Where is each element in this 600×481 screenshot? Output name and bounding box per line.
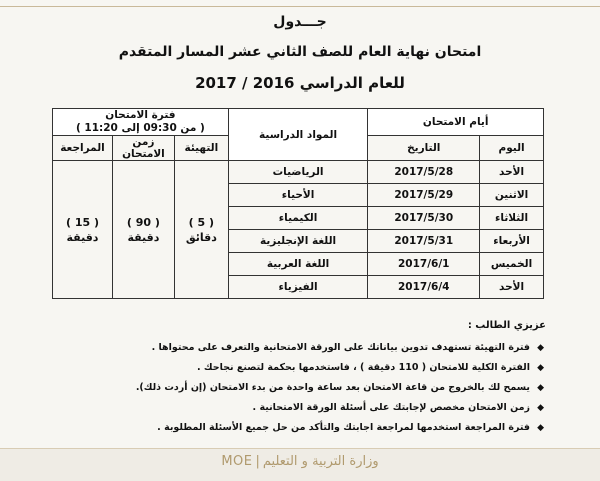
- row-subject: الكيمياء: [228, 207, 368, 230]
- header-prep: التهيئة: [174, 136, 228, 161]
- list-item: [56, 358, 544, 378]
- notes-title: عزيزي الطالب :: [467, 320, 546, 331]
- header-subjects: المواد الدراسية: [228, 109, 368, 161]
- row-subject: اللغة العربية: [228, 253, 368, 276]
- row-day: الأحد: [480, 161, 544, 184]
- note-text: زمن الامتحان مخصص لإجابتك على أسئلة الورقة الامتحانية .: [252, 402, 530, 413]
- prep-duration-value: ( 5 ): [188, 215, 215, 229]
- row-date: 2017/6/4: [368, 276, 480, 299]
- note-text: يسمح لك بالخروج من قاعة الامتحان بعد ساعة واحدة من بدء الامتحان (إن أردت ذلك).: [135, 382, 530, 393]
- bullet-icon: ◆: [537, 343, 544, 353]
- student-notes: [56, 316, 546, 438]
- header-exam-time: زمن الامتحان: [112, 136, 174, 161]
- bullet-icon: ◆: [537, 423, 544, 433]
- list-item: [56, 418, 544, 438]
- header-review: المراجعة: [53, 136, 113, 161]
- bullet-icon: ◆: [537, 403, 544, 413]
- exam-duration-unit: دقيقة: [127, 230, 160, 244]
- note-text: فترة المراجعة استخدمها لمراجعة اجابتك والتأكد من حل جميع الأسئلة المطلوبة .: [157, 422, 530, 433]
- prep-duration-unit: دقائق: [185, 230, 217, 244]
- row-date: 2017/5/28: [368, 161, 480, 184]
- review-duration-value: ( 15 ): [65, 215, 99, 229]
- exam-schedule-table: [52, 108, 544, 299]
- header-day: اليوم: [480, 136, 544, 161]
- review-duration-cell: [53, 161, 113, 299]
- note-text: الفترة الكلية للامتحان ( 110 دقيقة ) ، فاستخدمها بحكمة لتصنع نجاحك .: [197, 362, 530, 373]
- top-border-line: [0, 6, 600, 7]
- row-day: الاثنين: [480, 184, 544, 207]
- row-subject: اللغة الإنجليزية: [228, 230, 368, 253]
- table-row: [53, 161, 544, 184]
- footer-brand: MOE: [221, 454, 253, 469]
- list-item: [56, 378, 544, 398]
- list-item: [56, 398, 544, 418]
- header-exam-period: [53, 109, 229, 136]
- row-date: 2017/6/1: [368, 253, 480, 276]
- row-day: الأربعاء: [480, 230, 544, 253]
- footer-logo: [0, 454, 600, 469]
- list-item: [56, 338, 544, 358]
- row-subject: الرياضيات: [228, 161, 368, 184]
- header-period-time: ( من 09:30 إلى 11:20 ): [75, 122, 205, 134]
- row-day: الثلاثاء: [480, 207, 544, 230]
- row-subject: الأحياء: [228, 184, 368, 207]
- document-title: جـــدول: [273, 14, 327, 30]
- bullet-icon: ◆: [537, 363, 544, 373]
- footer-separator: |: [255, 454, 260, 469]
- exam-duration-cell: [112, 161, 174, 299]
- academic-year: للعام الدراسي 2016 / 2017: [195, 74, 405, 92]
- header-period-title: فترة الامتحان: [105, 109, 176, 121]
- exam-duration-value: ( 90 ): [126, 215, 160, 229]
- prep-duration-cell: [174, 161, 228, 299]
- row-day: الخميس: [480, 253, 544, 276]
- note-text: فترة التهيئة تستهدف تدوين بياناتك على الورقة الامتحانية والتعرف على محتواها .: [151, 342, 530, 353]
- row-date: 2017/5/31: [368, 230, 480, 253]
- row-date: 2017/5/29: [368, 184, 480, 207]
- row-subject: الفيزياء: [228, 276, 368, 299]
- footer-ministry-name: وزارة التربية و التعليم: [262, 454, 379, 469]
- review-duration-unit: دقيقة: [66, 230, 99, 244]
- bullet-icon: ◆: [537, 383, 544, 393]
- row-date: 2017/5/30: [368, 207, 480, 230]
- header-exam-days: أيام الامتحان: [368, 109, 544, 136]
- header-date: التاريخ: [368, 136, 480, 161]
- document-subtitle: امتحان نهاية العام للصف الثاني عشر المسار المتقدم: [118, 44, 482, 60]
- row-day: الأحد: [480, 276, 544, 299]
- notes-list: [56, 338, 546, 438]
